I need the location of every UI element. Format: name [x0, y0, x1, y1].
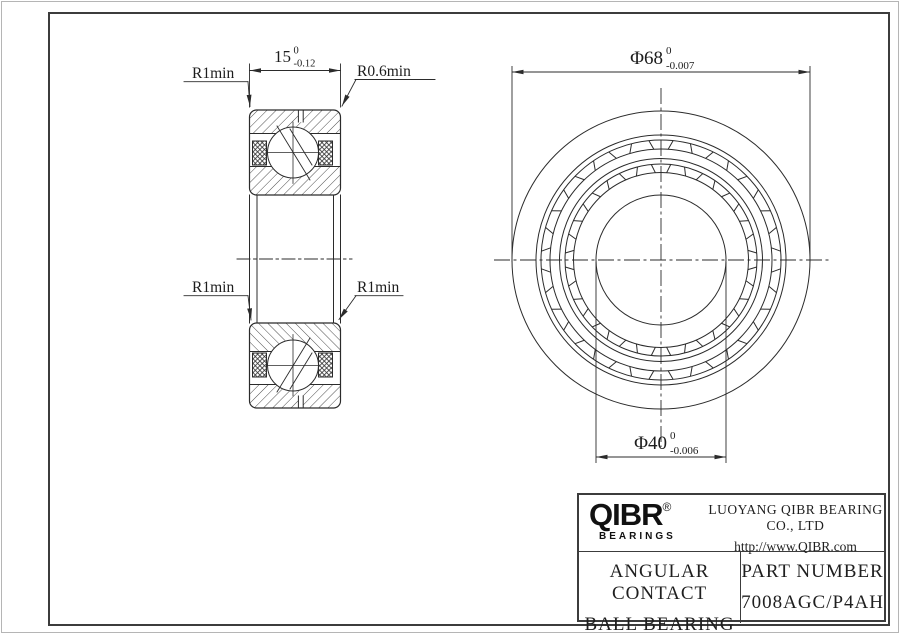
product-line1: ANGULAR CONTACT	[609, 561, 710, 604]
cage-bridge-line	[609, 362, 617, 368]
title-block-header-row	[579, 495, 884, 552]
cage-bridge-line	[706, 362, 714, 368]
cage-bridge-line	[771, 269, 780, 272]
part-number-cell	[741, 552, 884, 623]
cage-section	[319, 141, 333, 165]
registered-trademark-icon: ®	[662, 500, 672, 514]
logo-text: QIBR	[589, 497, 663, 532]
cage-bridge-line	[746, 234, 753, 239]
cage-bridge-line	[753, 322, 758, 331]
cage-bridge-line	[668, 371, 673, 380]
product-description-cell	[579, 552, 741, 635]
cage-bridge-line	[573, 299, 582, 300]
outer-diameter-tol-lower: -0.007	[666, 60, 695, 72]
cage-bridge-line	[546, 227, 554, 233]
cage-bridge-line	[727, 349, 729, 359]
cage-bridge-line	[690, 144, 692, 154]
outer-diameter-value: Φ68	[630, 48, 663, 69]
cage-bridge-line	[607, 331, 609, 340]
cage-bridge-line	[769, 286, 777, 292]
cage-bridge-line	[630, 367, 632, 377]
cage-bridge-line	[727, 161, 729, 171]
radius-label-bottom-left: R1min	[192, 279, 235, 296]
cage-bridge-line	[667, 347, 671, 355]
cage-bridge-line	[565, 250, 574, 253]
width-tol-upper: 0	[293, 45, 299, 57]
cage-bridge-line	[690, 367, 692, 377]
cage-bridge-line	[667, 164, 671, 172]
cage-bridge-line	[685, 344, 686, 353]
cage-section	[319, 353, 333, 377]
cage-bridge-line	[541, 248, 550, 251]
cage-bridge-line	[668, 141, 673, 150]
cage-bridge-line	[685, 167, 686, 176]
cage-bridge-line	[734, 309, 739, 317]
cage-bridge-line	[583, 204, 588, 212]
cage-bridge-line	[619, 340, 626, 346]
part-number-value: 7008AGC/P4AH	[741, 592, 884, 613]
cage-bridge-line	[738, 176, 747, 179]
cage-bridge-line	[734, 204, 739, 212]
cage-bridge-line	[569, 281, 576, 286]
width-dimension	[250, 46, 341, 108]
cage-bridge-line	[619, 174, 626, 180]
cage-bridge-line	[607, 181, 609, 190]
cage-bridge-line	[594, 349, 596, 359]
cage-bridge-line	[565, 267, 574, 270]
cage-bridge-line	[748, 250, 757, 253]
cage-bridge-line	[569, 234, 576, 239]
cage-bridge-line	[575, 176, 584, 179]
company-name: LUOYANG QIBR BEARING CO., LTD	[708, 502, 883, 533]
radius-label-top-left: R1min	[192, 65, 235, 82]
cage-bridge-line	[721, 193, 729, 197]
cage-bridge-line	[649, 141, 654, 150]
cage-bridge-line	[739, 299, 748, 300]
front-view	[494, 45, 830, 463]
cage-bridge-line	[769, 227, 777, 233]
cage-bridge-line	[592, 193, 600, 197]
radius-label-top-right: R0.6min	[357, 63, 411, 80]
cage-bridge-line	[594, 161, 596, 171]
part-number-label: PART NUMBER	[741, 561, 884, 582]
cage-bridge-line	[583, 309, 588, 317]
title-block-detail-row	[579, 552, 884, 635]
width-value: 15	[274, 47, 291, 66]
cage-bridge-line	[713, 331, 715, 340]
outer-diameter-tol-upper: 0	[666, 45, 672, 57]
cage-bridge-line	[609, 152, 617, 158]
cage-bridge-line	[746, 281, 753, 286]
cage-bridge-line	[748, 267, 757, 270]
bore-diameter-tol-lower: -0.006	[670, 445, 699, 457]
cage-bridge-line	[636, 167, 637, 176]
cage-bridge-line	[706, 152, 714, 158]
product-line2: BALL BEARING	[584, 614, 735, 635]
cage-bridge-line	[541, 269, 550, 272]
width-tol-lower: -0.12	[293, 58, 316, 70]
company-website: http://www.QIBR.com	[734, 539, 857, 554]
company-logo	[579, 495, 707, 551]
cage-bridge-line	[546, 286, 554, 292]
cage-bridge-line	[564, 190, 569, 199]
cage-bridge-line	[696, 174, 703, 180]
bottom-ring-section	[250, 323, 341, 408]
radius-label-bottom-right: R1min	[357, 279, 400, 296]
cage-bridge-line	[573, 221, 582, 222]
cage-bridge-line	[753, 190, 758, 199]
bore-diameter-value: Φ40	[634, 433, 667, 454]
cage-bridge-line	[713, 181, 715, 190]
cage-bridge-line	[630, 144, 632, 154]
company-info	[707, 495, 884, 554]
cage-bridge-line	[564, 322, 569, 331]
cage-section	[253, 353, 267, 377]
bore-diameter-tol-upper: 0	[670, 430, 676, 442]
cage-bridge-line	[649, 371, 654, 380]
cage-bridge-line	[738, 340, 747, 343]
cage-bridge-line	[575, 340, 584, 343]
title-block	[577, 493, 886, 635]
cage-section	[253, 141, 267, 165]
cage-bridge-line	[739, 221, 748, 222]
cage-bridge-line	[651, 347, 655, 355]
top-ring-section	[250, 110, 341, 195]
cage-bridge-line	[636, 344, 637, 353]
cage-bridge-line	[696, 340, 703, 346]
logo-subtext: BEARINGS	[599, 531, 676, 542]
cage-bridge-line	[771, 248, 780, 251]
cage-bridge-line	[651, 164, 655, 172]
side-section-view	[184, 46, 435, 409]
